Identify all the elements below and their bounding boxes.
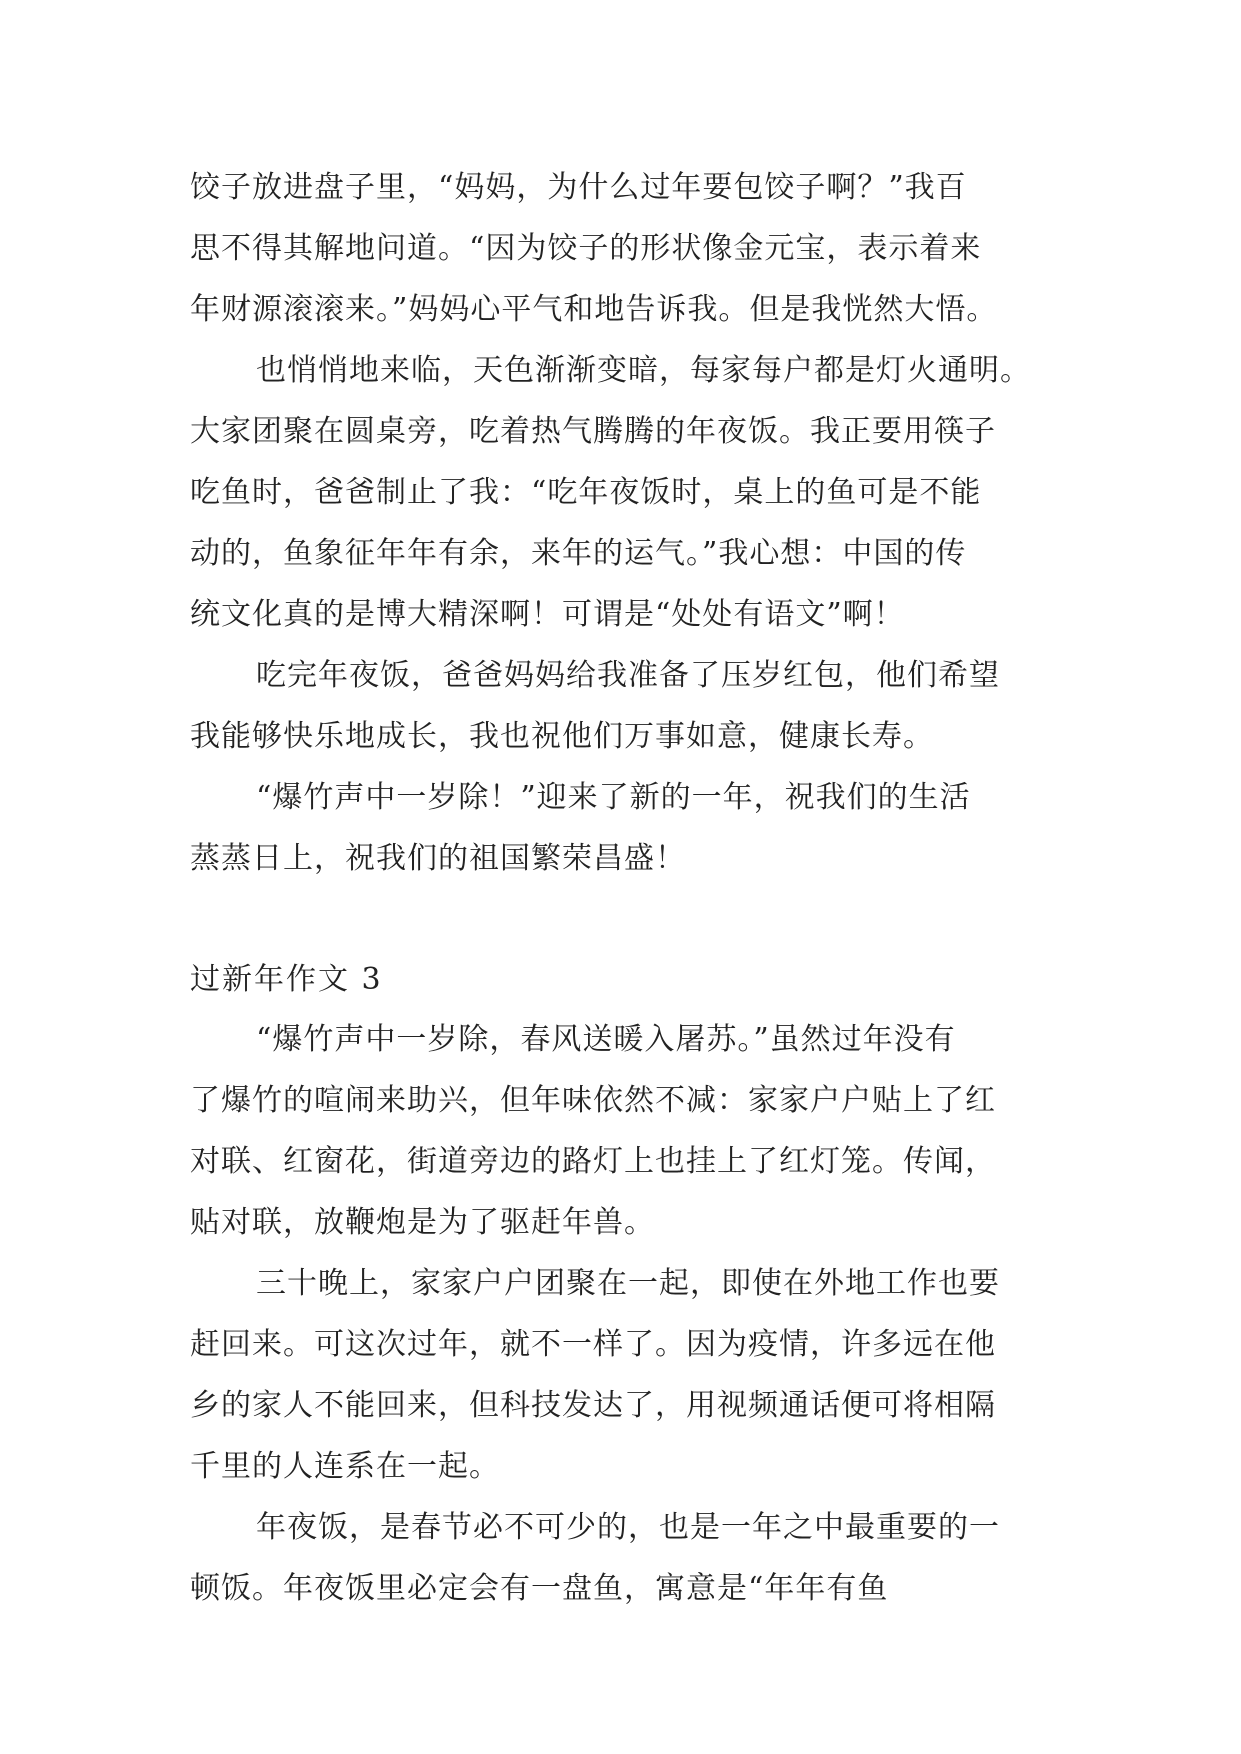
text-line: 对联、红窗花，街道旁边的路灯上也挂上了红灯笼。传闻， (190, 1144, 996, 1179)
text-line: 吃鱼时，爸爸制止了我：“吃年夜饭时，桌上的鱼可是不能 (190, 475, 982, 510)
paragraph-first-line: “爆竹声中一岁除，春风送暖入屠苏。”虽然过年没有 (256, 1022, 956, 1057)
text-line: 赶回来。可这次过年，就不一样了。因为疫情，许多远在他 (190, 1327, 996, 1362)
paragraph-first-line: 吃完年夜饭，爸爸妈妈给我准备了压岁红包，他们希望 (256, 658, 1000, 693)
paragraph-first-line: 年夜饭，是春节必不可少的，也是一年之中最重要的一 (256, 1510, 1000, 1545)
text-line: 大家团聚在圆桌旁，吃着热气腾腾的年夜饭。我正要用筷子 (190, 414, 996, 449)
paragraph-first-line: 三十晚上，家家户户团聚在一起，即使在外地工作也要 (256, 1266, 1000, 1301)
section-heading: 过新年作文 3 (190, 962, 383, 997)
text-line: 蒸蒸日上，祝我们的祖国繁荣昌盛！ (190, 841, 686, 876)
text-line: 动的，鱼象征年年有余，来年的运气。”我心想：中国的传 (190, 536, 967, 571)
paragraph-first-line: “爆竹声中一岁除！”迎来了新的一年，祝我们的生活 (256, 780, 971, 815)
text-line: 统文化真的是博大精深啊！可谓是“处处有语文”啊！ (190, 597, 905, 632)
text-line: 饺子放进盘子里，“妈妈，为什么过年要包饺子啊？”我百 (190, 170, 967, 205)
text-line: 贴对联，放鞭炮是为了驱赶年兽。 (190, 1205, 655, 1240)
text-line: 千里的人连系在一起。 (190, 1449, 500, 1484)
text-line: 乡的家人不能回来，但科技发达了，用视频通话便可将相隔 (190, 1388, 996, 1423)
text-line: 了爆竹的喧闹来助兴，但年味依然不减：家家户户贴上了红 (190, 1083, 996, 1118)
text-line: 我能够快乐地成长，我也祝他们万事如意，健康长寿。 (190, 719, 934, 754)
text-line: 年财源滚滚来。”妈妈心平气和地告诉我。但是我恍然大悟。 (190, 292, 998, 327)
text-line: 思不得其解地问道。“因为饺子的形状像金元宝，表示着来 (190, 231, 982, 266)
text-line: 顿饭。年夜饭里必定会有一盘鱼，寓意是“年年有鱼 (190, 1571, 889, 1606)
paragraph-first-line: 也悄悄地来临，天色渐渐变暗，每家每户都是灯火通明。 (256, 353, 1031, 388)
